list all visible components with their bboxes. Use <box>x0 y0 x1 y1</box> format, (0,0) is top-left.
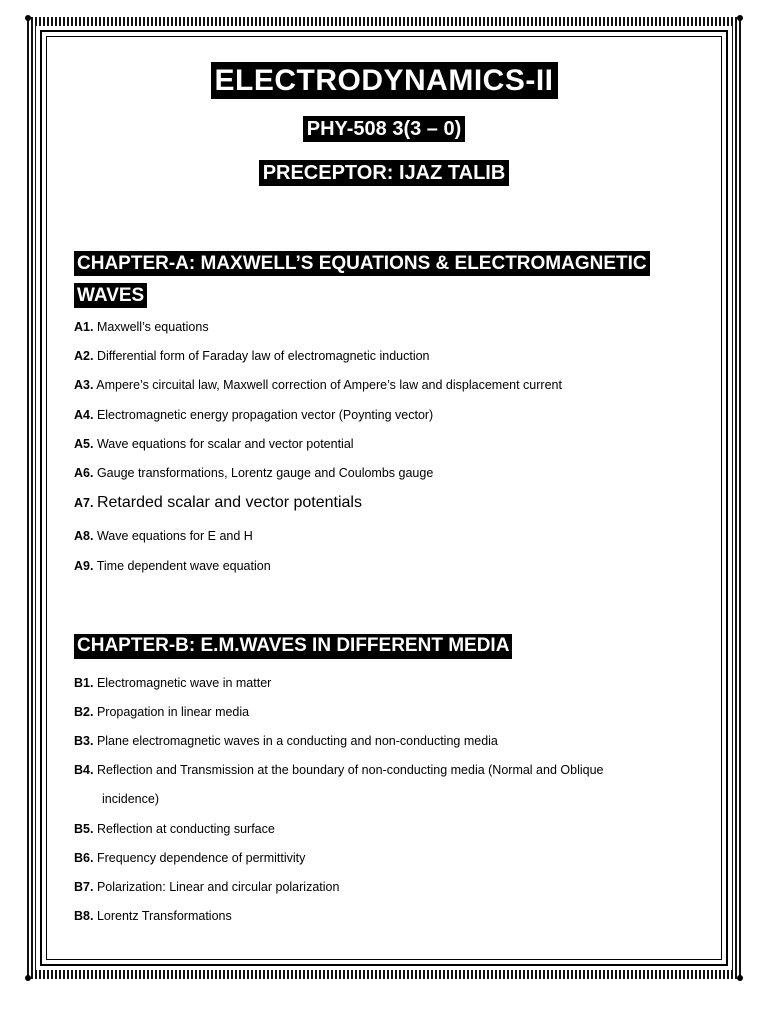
item-text: Maxwell’s equations <box>96 320 209 334</box>
border-corner-ornament <box>737 975 743 981</box>
item-text: Gauge transformations, Lorentz gauge and Coulombs gauge <box>96 466 434 480</box>
item-code: A2. <box>74 349 94 363</box>
list-item <box>74 495 694 511</box>
course-code: PHY-508 3(3 – 0) <box>303 116 466 142</box>
list-item <box>74 762 694 807</box>
list-item <box>74 558 694 574</box>
item-text: Wave equations for E and H <box>96 529 253 543</box>
preceptor-name: PRECEPTOR: IJAZ TALIB <box>259 160 510 186</box>
item-code: A7. <box>74 496 94 510</box>
title-block <box>0 62 768 99</box>
item-code: A4. <box>74 408 94 422</box>
preceptor-block <box>0 160 768 186</box>
chapter-b-heading: CHAPTER-B: E.M.WAVES IN DIFFERENT MEDIA <box>74 634 512 659</box>
list-item <box>74 879 694 895</box>
item-text: Differential form of Faraday law of electromagnetic induction <box>96 349 430 363</box>
item-text-continued: incidence) <box>102 792 159 806</box>
item-code: B5. <box>74 822 94 836</box>
list-item <box>74 377 694 393</box>
item-code: A5. <box>74 437 94 451</box>
item-code: B4. <box>74 763 94 777</box>
list-item <box>74 407 694 423</box>
item-code: B3. <box>74 734 94 748</box>
item-code: A1. <box>74 320 94 334</box>
course-code-block <box>0 116 768 142</box>
chapter-a-heading-block <box>74 248 694 312</box>
item-text: Reflection at conducting surface <box>96 822 275 836</box>
page-title: ELECTRODYNAMICS-II <box>211 62 558 99</box>
item-text: Plane electromagnetic waves in a conducting and non-conducting media <box>96 734 498 748</box>
item-text: Retarded scalar and vector potentials <box>96 494 362 511</box>
item-text: Lorentz Transformations <box>96 909 232 923</box>
border-corner-ornament <box>25 15 31 21</box>
item-text: Polarization: Linear and circular polarization <box>96 880 340 894</box>
item-code: B7. <box>74 880 94 894</box>
item-text: Electromagnetic energy propagation vector (Poynting vector) <box>96 408 434 422</box>
item-code: B8. <box>74 909 94 923</box>
list-item <box>74 850 694 866</box>
item-code: B1. <box>74 676 94 690</box>
list-item <box>74 348 694 364</box>
item-code: A6. <box>74 466 94 480</box>
list-item <box>74 319 694 335</box>
chapter-a-heading: CHAPTER-A: MAXWELL’S EQUATIONS & ELECTROMAGNETIC WAVES <box>74 251 650 308</box>
list-item <box>74 675 694 691</box>
item-code: A9. <box>74 559 94 573</box>
list-item <box>74 733 694 749</box>
list-item <box>74 436 694 452</box>
item-text: Electromagnetic wave in matter <box>96 676 272 690</box>
item-text: Time dependent wave equation <box>96 559 271 573</box>
chapter-b-heading-block <box>74 634 694 659</box>
item-code: A3. <box>74 378 94 392</box>
item-code: A8. <box>74 529 94 543</box>
item-code: B6. <box>74 851 94 865</box>
item-text: Reflection and Transmission at the boundary of non-conducting media (Normal and Oblique <box>96 763 604 777</box>
list-item <box>74 528 694 544</box>
item-text: Propagation in linear media <box>96 705 250 719</box>
item-text: Wave equations for scalar and vector potential <box>96 437 354 451</box>
list-item <box>74 704 694 720</box>
border-corner-ornament <box>25 975 31 981</box>
item-text: Ampere’s circuital law, Maxwell correction of Ampere’s law and displacement current <box>96 378 562 392</box>
item-text: Frequency dependence of permittivity <box>96 851 306 865</box>
item-code: B2. <box>74 705 94 719</box>
border-corner-ornament <box>737 15 743 21</box>
list-item <box>74 465 694 481</box>
list-item <box>74 908 694 924</box>
list-item <box>74 821 694 837</box>
